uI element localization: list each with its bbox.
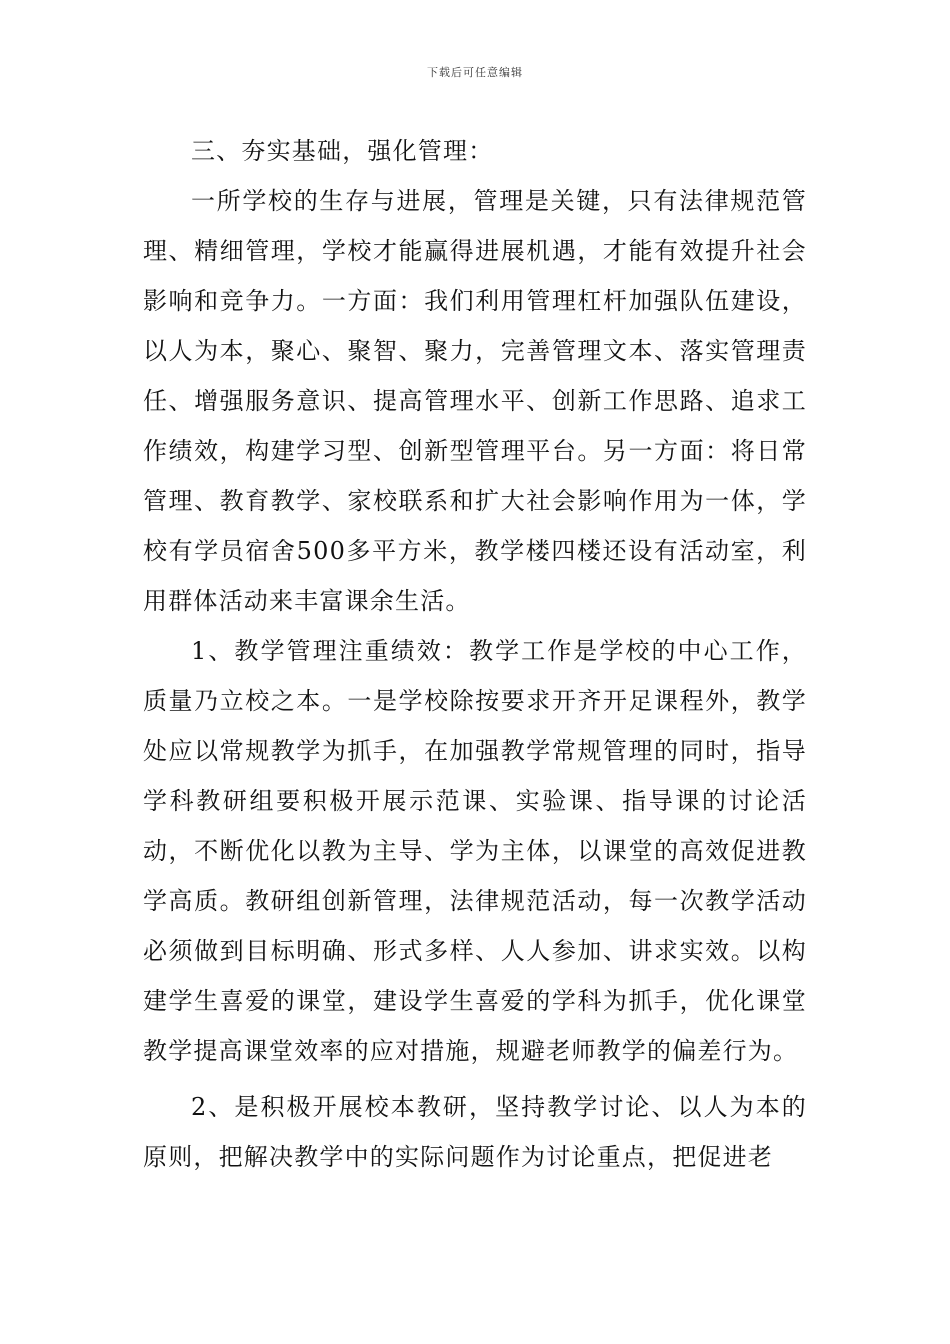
paragraph: 1、教学管理注重绩效：教学工作是学校的中心工作，质量乃立校之本。一是学校除按要求开齐开足课程外，教学处应以常规教学为抓手，在加强教学常规管理的同时，指导学科教研组要积极开展示范课、实验课、指导课的讨论活动，不断优化以教为主导、学为主体，以课堂的高效促进教学高质。教研组创新管理，法律规范活动，每一次教学活动必须做到目标明确、形式多样、人人参加、讲求实效。以构建学生喜爱的课堂，建设学生喜爱的学科为抓手，优化课堂教学提高课堂效率的应对措施，规避老师教学的偏差行为。 [143, 637, 807, 1065]
section-heading: 三、夯实基础，强化管理： [191, 137, 494, 165]
paragraph: 一所学校的生存与进展，管理是关键，只有法律规范管理、精细管理，学校才能赢得进展机遇，才能有效提升社会影响和竞争力。一方面：我们利用管理杠杆加强队伍建设，以人为本，聚心、聚智、聚力，完善管理文本、落实管理责任、增强服务意识、提高管理水平、创新工作思路、追求工作绩效，构建学习型、创新型管理平台。另一方面：将日常管理、教育教学、家校联系和扩大社会影响作用为一体，学校有学员宿舍500多平方米，教学楼四楼还设有活动室，利用群体活动来丰富课余生活。 [143, 187, 807, 615]
paragraph: 2、是积极开展校本教研，坚持教学讨论、以人为本的原则，把解决教学中的实际问题作为讨论重点，把促进老 [143, 1093, 807, 1171]
document-body [143, 126, 807, 1182]
page-header: 下载后可任意编辑 [427, 66, 523, 79]
